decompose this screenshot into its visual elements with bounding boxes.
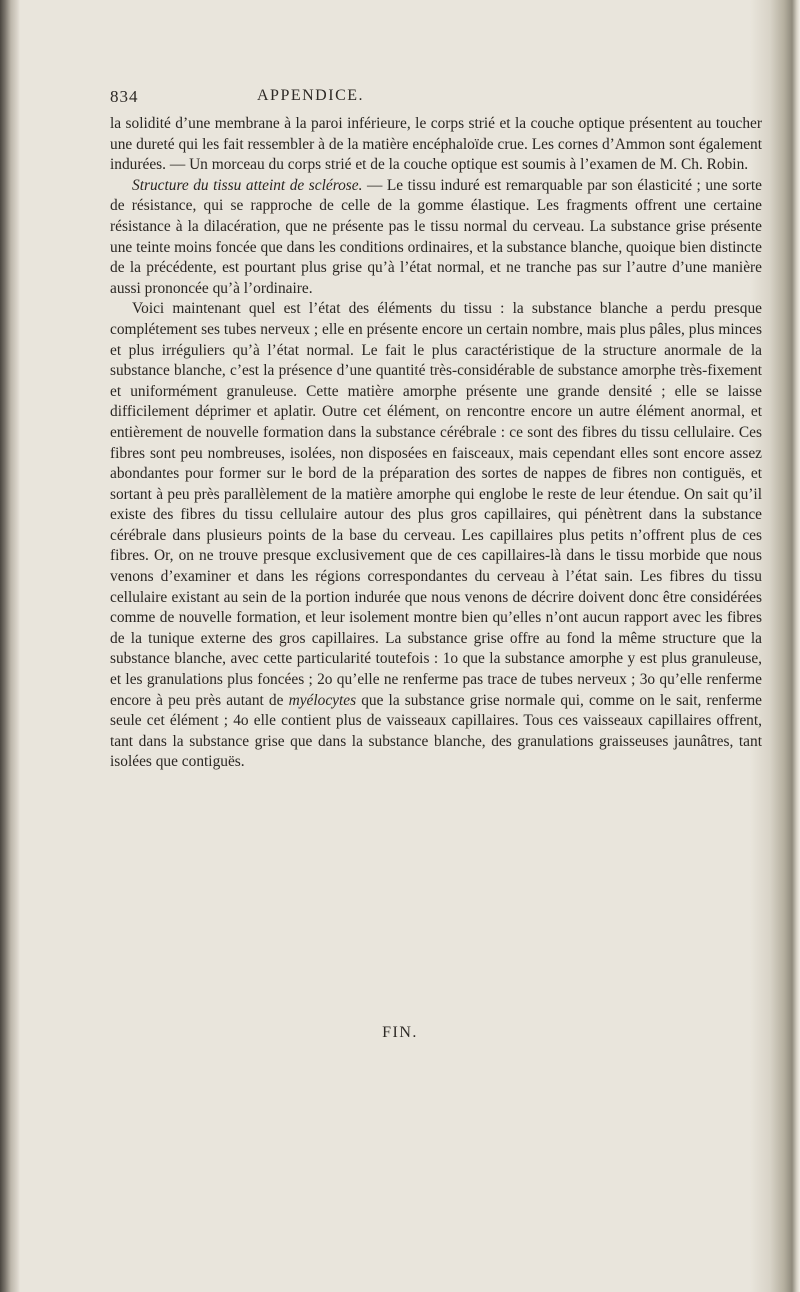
section-heading: Structure du tissu atteint de sclérose. <box>132 176 363 194</box>
end-mark: FIN. <box>382 1024 418 1041</box>
page-number: 834 <box>110 87 139 106</box>
running-title: APPENDICE. <box>257 87 365 104</box>
paragraph-3 <box>110 299 762 773</box>
paragraph-3-text-b: que la substance grise normale qui, comme on le sait, renferme seule cet élément ; 4o elle contient plus de vaisseaux capillaires. Tous ces vaisseaux capillaires offrent, tant dans la substance grise que dans la substance blanche, des granulations graisseuses jaunâtres, tant isolées que contiguës. <box>110 691 763 771</box>
paragraph-2-text: — Le tissu induré est remarquable par son élasticité ; une sorte de résistance, qui se rapproche de celle de la gomme élastique. Les fragments offrent une certaine résistance à la dilacération, que ne présente pas le tissu normal du cerveau. La substance grise présente une teinte moins foncée que dans les conditions ordinaires, et la substance blanche, quoique bien distincte de la précédente, est pourtant plus grise qu’à l’état normal, et ne tranche pas sur l’autre d’une manière aussi prononcée qu’à l’ordinaire. <box>110 176 763 297</box>
paragraph-2 <box>110 176 762 300</box>
paragraph-3-text-a: Voici maintenant quel est l’état des éléments du tissu : la substance blanche a perdu presque complétement ses tubes nerveux ; elle en présente encore un certain nombre, mais plus pâles, plus minces et plus irréguliers qu’à l’état normal. Le fait le plus caractéristique de la structure anormale de la substance blanche, c’est la présence d’une quantité très-considérable de substance amorphe très-fixement et uniformément granuleuse. Cette matière amorphe présente une grande densité ; elle se laisse difficilement déprimer et aplatir. Outre cet élément, on rencontre encore un autre élément anormal, et entièrement de nouvelle formation dans la substance cérébrale : ce sont des fibres du tissu cellulaire. Ces fibres sont peu nombreuses, isolées, non disposées en faisceaux, mais cependant elles sont encore assez abondantes pour former sur le bord de la préparation des sortes de nappes de fibres non contiguës, et sortant à peu près parallèlement de la matière amorphe qui englobe le reste de leur étendue. On sait qu’il existe des fibres du tissu cellulaire autour des plus gros capillaires, qui pénètrent dans la substance cérébrale dans plusieurs points de la base du cerveau. Les capillaires plus petits n’offrent plus de ces fibres. Or, on ne trouve presque exclusivement que de ces capillaires-là dans le tissu morbide que nous venons d’examiner et dans les régions correspondantes du cerveau à l’état sain. Les fibres du tissu cellulaire existant au sein de la portion indurée que nous venons de décrire doivent donc être considérées comme de nouvelle formation, et leur isolement montre bien qu’elles n’ont aucun rapport avec les fibres de la tunique externe des gros capillaires. La substance grise offre au fond la même structure que la substance blanche, avec cette particularité toutefois : 1o que la substance amorphe y est plus granuleuse, et les granulations plus foncées ; 2o qu’elle ne renferme pas trace de tubes nerveux ; 3o qu’elle renferme encore à peu près autant de <box>110 300 762 709</box>
body-text <box>110 114 762 773</box>
running-head <box>110 87 760 113</box>
paragraph-1: la solidité d’une membrane à la paroi inférieure, le corps strié et la couche optique présentent au toucher une dureté qui les fait ressembler à de la matière encéphaloïde crue. Les cornes d’Ammon sont également indurées. — Un morceau du corps strié et de la couche optique est soumis à l’examen de M. Ch. Robin. <box>110 115 762 174</box>
italic-term: myélocytes <box>288 691 357 709</box>
